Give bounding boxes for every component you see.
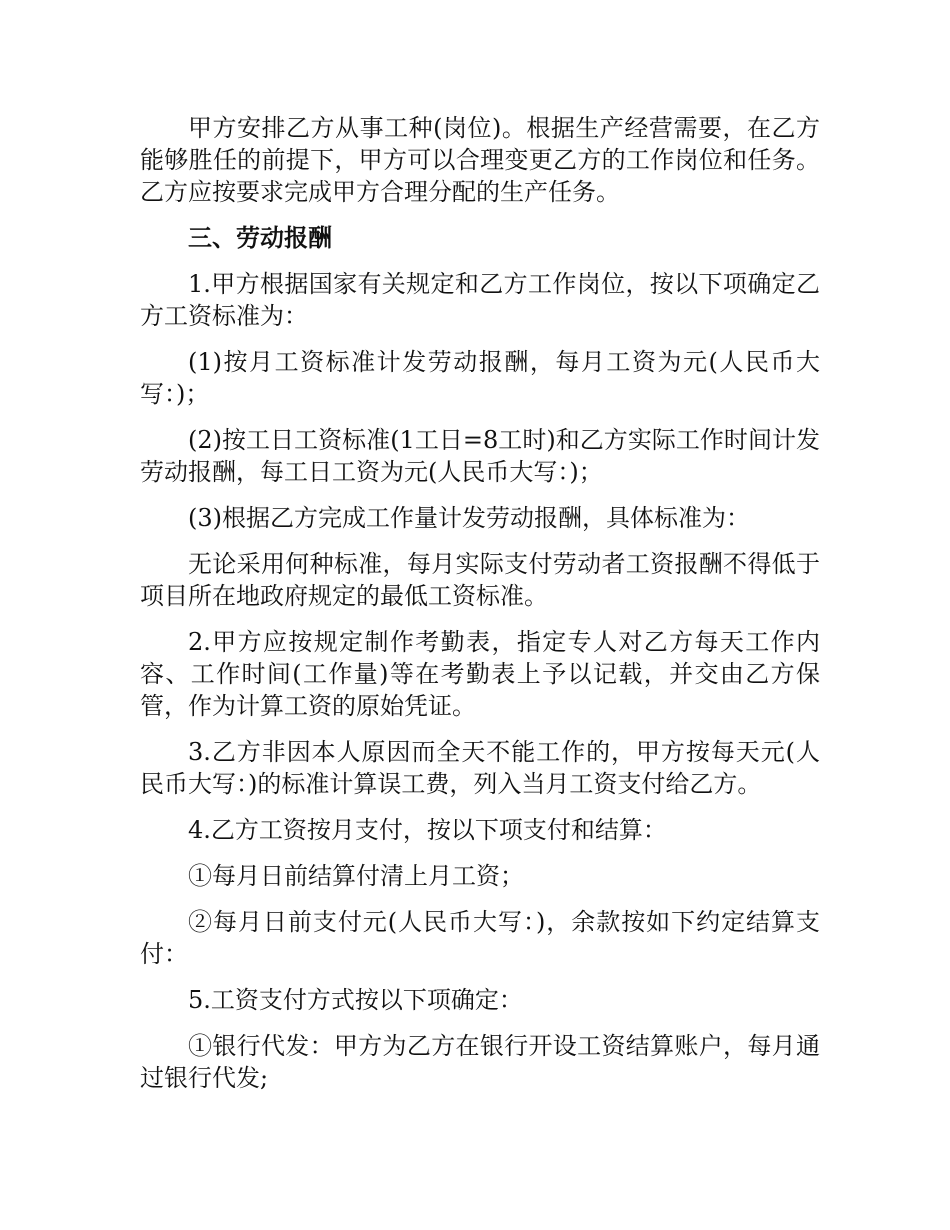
- paragraph-monthly-payment: 4.乙方工资按月支付，按以下项支付和结算：: [188, 816, 667, 844]
- paragraph-settlement-1: ①每月日前结算付清上月工资；: [188, 862, 524, 890]
- document-body: [140, 112, 820, 1108]
- paragraph-attendance: 2.甲方应按规定制作考勤表，指定专人对乙方每天工作内容、工作时间(工作量)等在考勤表上予以记载，并交由乙方保管，作为计算工资的原始凭证。: [140, 628, 820, 720]
- section-heading-remuneration: 三、劳动报酬: [188, 224, 332, 252]
- paragraph-minimum-wage: 无论采用何种标准，每月实际支付劳动者工资报酬不得低于项目所在地政府规定的最低工资标准。: [140, 550, 820, 610]
- paragraph-daily-wage: (2)按工日工资标准(1工日=8工时)和乙方实际工作时间计发劳动报酬，每工日工资为元(人民币大写：)；: [140, 426, 820, 486]
- paragraph-workload-wage: (3)根据乙方完成工作量计发劳动报酬，具体标准为：: [188, 504, 750, 532]
- paragraph-wage-standard: 1.甲方根据国家有关规定和乙方工作岗位，按以下项确定乙方工资标准为：: [140, 270, 820, 330]
- paragraph-bank-payment: ①银行代发：甲方为乙方在银行开设工资结算账户，每月通过银行代发;: [140, 1032, 820, 1092]
- paragraph-settlement-2: ②每月日前支付元(人民币大写：)，余款按如下约定结算支付：: [140, 908, 820, 968]
- paragraph-payment-method: 5.工资支付方式按以下项确定：: [188, 986, 523, 1014]
- paragraph-monthly-wage: (1)按月工资标准计发劳动报酬，每月工资为元(人民币大写：)；: [140, 348, 820, 408]
- paragraph-lost-time: 3.乙方非因本人原因而全天不能工作的，甲方按每天元(人民币大写：)的标准计算误工费，列入当月工资支付给乙方。: [140, 738, 820, 798]
- paragraph-job-assignment: 甲方安排乙方从事工种(岗位)。根据生产经营需要，在乙方能够胜任的前提下，甲方可以合理变更乙方的工作岗位和任务。乙方应按要求完成甲方合理分配的生产任务。: [140, 114, 820, 206]
